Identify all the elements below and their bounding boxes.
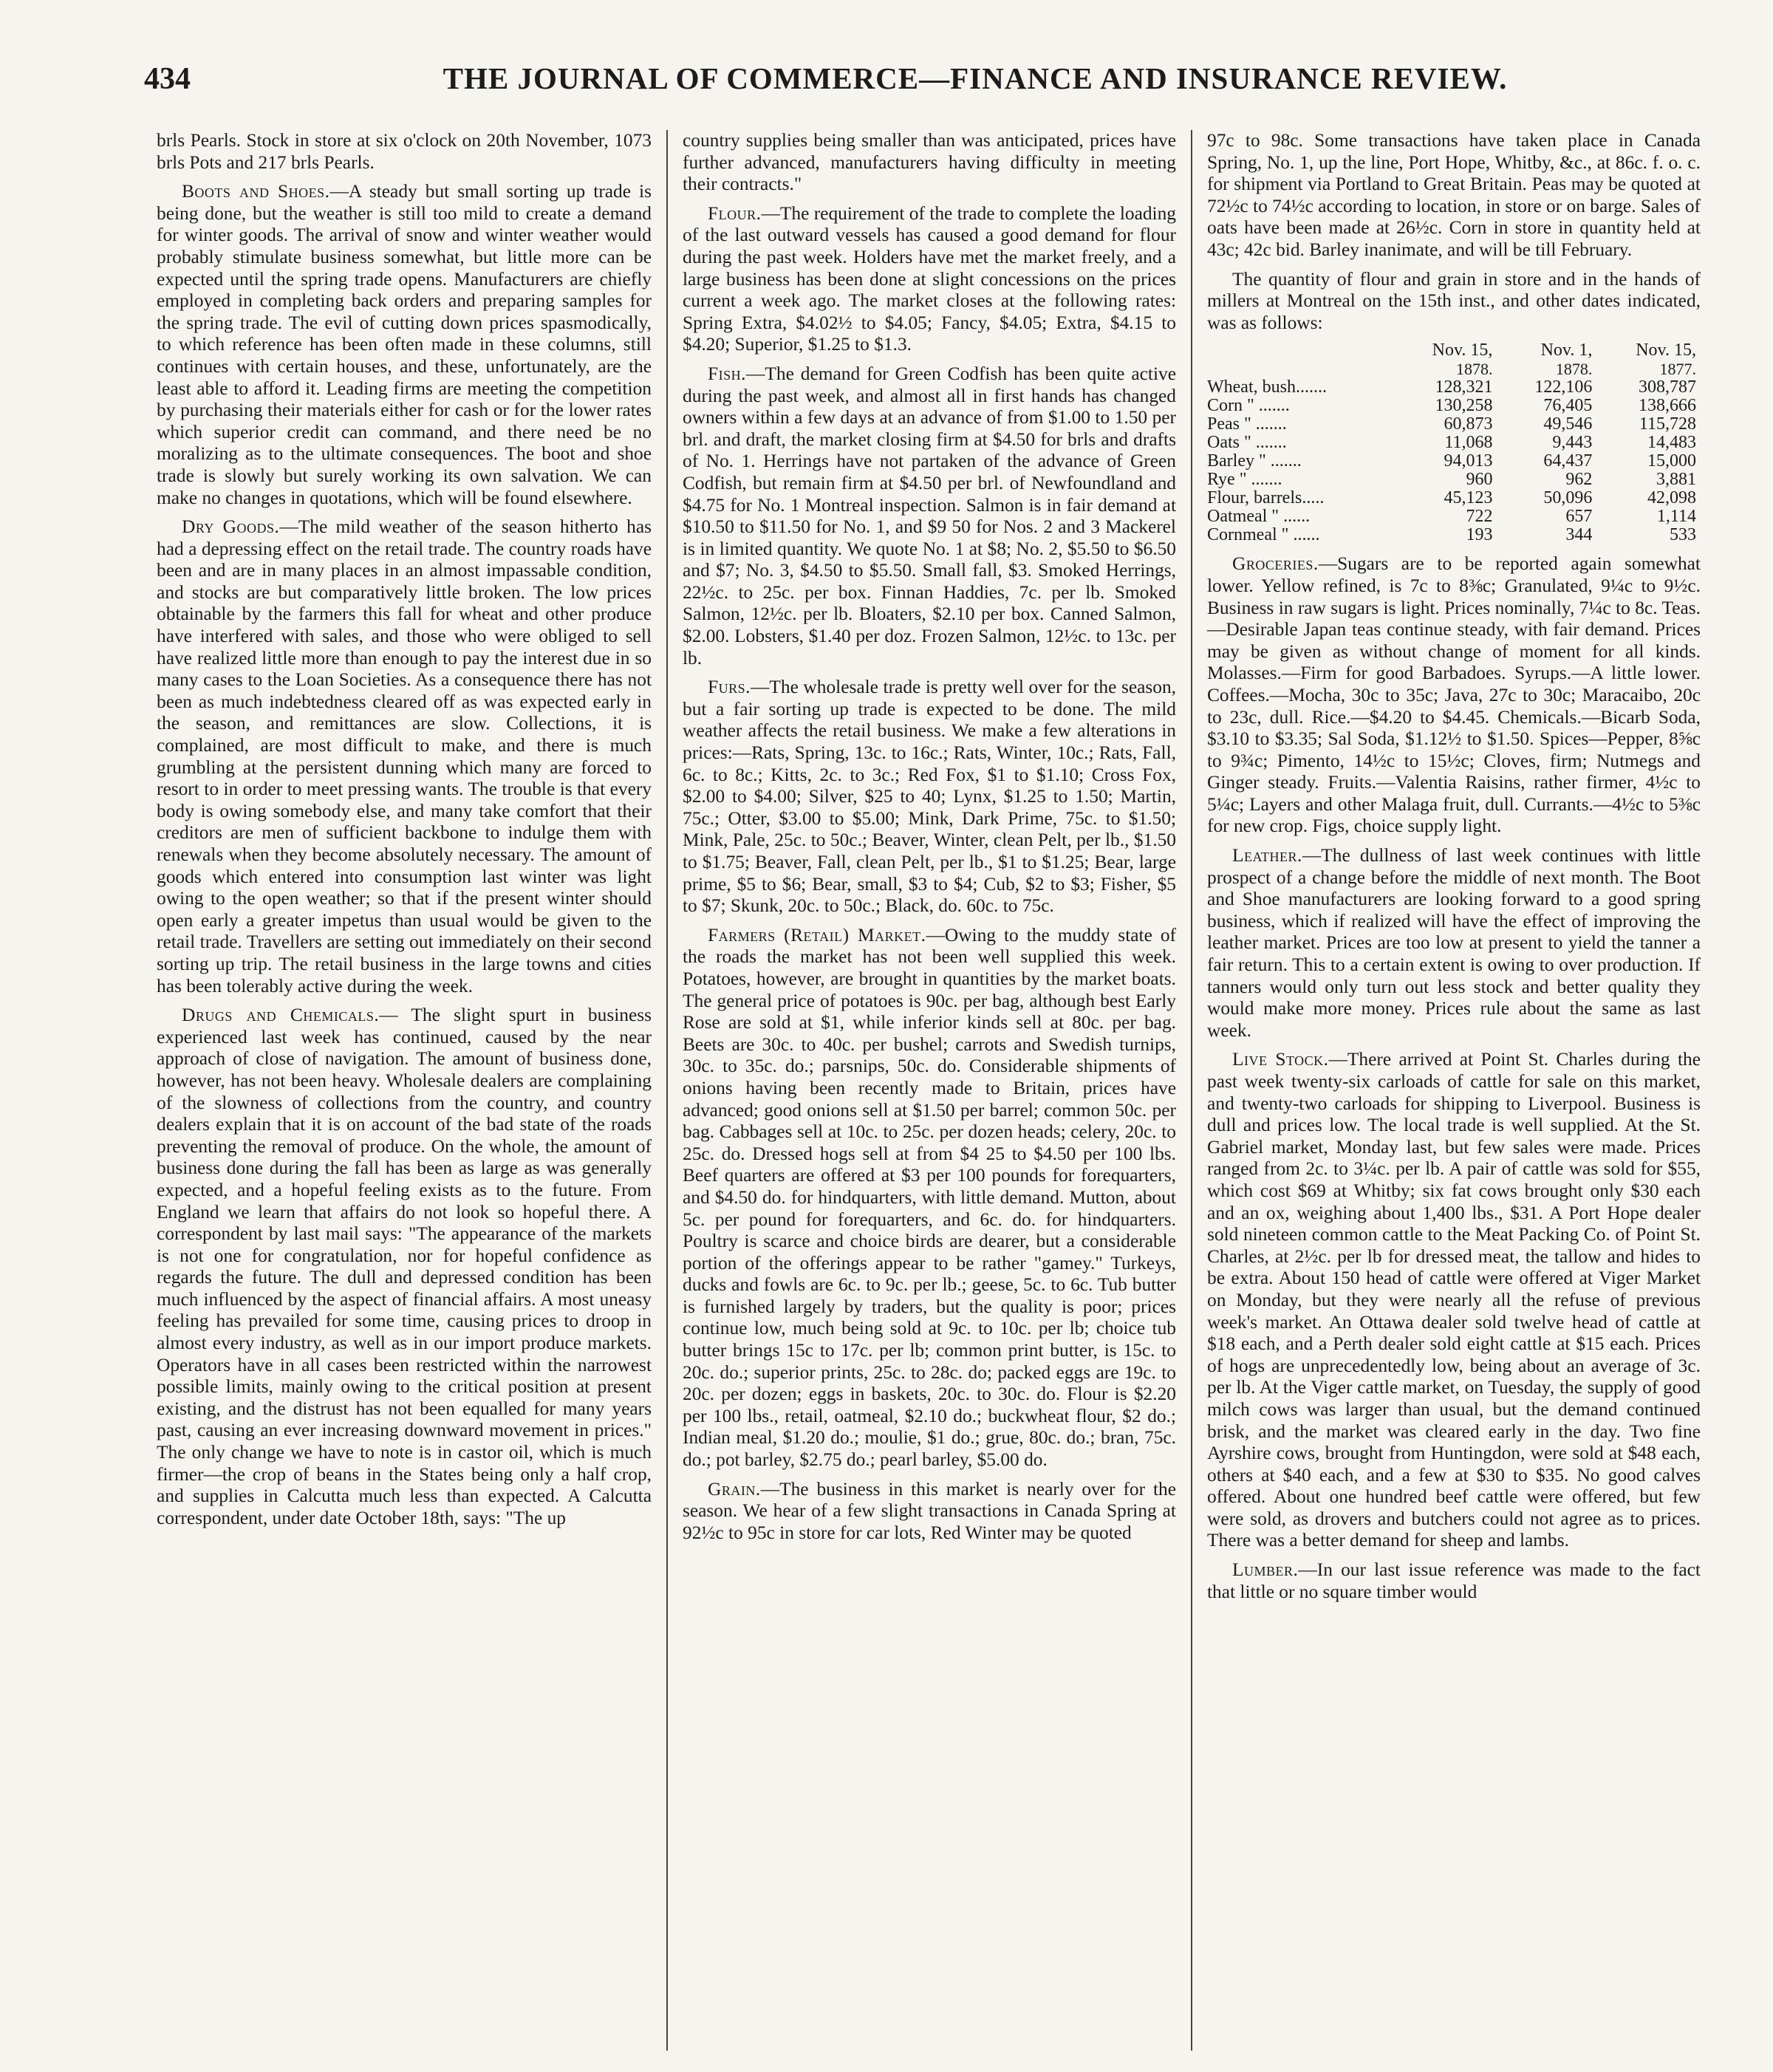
page-number: 434 (144, 62, 191, 96)
section-farmers-market (683, 925, 1176, 1471)
column-2 (666, 130, 1191, 2051)
section-heading: Groceries. (1232, 553, 1319, 575)
section-heading: Flour. (708, 202, 762, 224)
cell: 64,437 (1543, 451, 1593, 471)
table-row (1207, 507, 1701, 526)
column-3 (1191, 130, 1715, 2051)
row-label: Peas " ....... (1207, 414, 1287, 434)
cell: 42,098 (1647, 488, 1696, 508)
row-label: Oatmeal " ...... (1207, 507, 1311, 527)
column-year: 1878. (1455, 360, 1493, 379)
section-dry-goods (157, 516, 652, 997)
section-heading: Lumber. (1232, 1559, 1299, 1581)
cell: 960 (1466, 470, 1493, 490)
paragraph-drugs-continued: country supplies being smaller than was anticipated, prices have further advanced, manufacturers having difficulty in meeting their contracts." (683, 130, 1176, 195)
cell: 657 (1565, 507, 1593, 527)
section-heading: Drugs and Chemicals. (182, 1005, 380, 1026)
cell: 60,873 (1444, 414, 1493, 434)
text-columns (142, 130, 1760, 2051)
row-label: Cornmeal " ...... (1207, 525, 1320, 545)
cell: 344 (1565, 525, 1593, 545)
section-heading: Boots and Shoes. (182, 181, 330, 202)
row-label: Rye " ....... (1207, 470, 1282, 490)
section-fish (683, 363, 1176, 669)
row-label: Wheat, bush....... (1207, 377, 1327, 397)
page-header (144, 61, 1762, 102)
section-body: —The wholesale trade is pretty well over for the season, but a fair sorting up trade is expected to be done. The mild weather affects the retail business. We make a few alterations in prices:—Rats, Spring, 13c. to 16c.; Rats, Winter, 10c.; Rats, Fall, 6c. to 8c.; Kitts, 2c. to 3c.; Red Fox, $1 to $1.10; Cross Fox, $2.00 to $4.00; Silver, $25 to 40; Lynx, $1.25 to 1.50; Martin, 75c.; Otter, $3.00 to $5.00; Mink, Dark Prime, 75c. to $1.50; Mink, Pale, 25c. to 50c.; Beaver, Winter, clean Pelt, per lb., $1.50 to $1.75; Beaver, Fall, clean Pelt, per lb., $1 to $1.25; Bear, large prime, $5 to $6; Bear, small, $3 to $4; Cub, $2 to $3; Fisher, $5 to $7; Skunk, 20c. to 50c.; Black, do. 60c. to 75c. (683, 677, 1176, 917)
cell: 15,000 (1647, 451, 1696, 471)
section-body: —There arrived at Point St. Charles during the past week twenty-six carloads of cattle for sale on this market, and twenty-two carloads for shipping to Liverpool. Business is dull and prices low. The local trade is well supplied. At the St. Gabriel market, Monday last, but few sales were made. Prices ranged from 2c. to 3¼c. per lb. A pair of cattle was sold for $55, which cost $69 at Whitby; six fat cows brought only $30 each and an ox, weighing about 1,400 lbs., $31. A Port Hope dealer sold nineteen common cattle to the Meat Packing Co. of Point St. Charles, at 2½c. per lb for dressed meat, the tallow and hides to be extra. About 150 head of cattle were offered at Viger Market on Monday, but they were nearly all the refuse of previous week's market. An Ottawa dealer sold twelve head of cattle at $18 each, and a Perth dealer sold eight cattle at $15 each. Prices of hogs are unprecedentedly low, being about an average of 3c. per lb. At the Viger cattle market, on Tuesday, the supply of good milch cows was larger than usual, but the demand continued brisk, and the market was cleared early in the day. Two fine Ayrshire cows, brought from Huntingdon, were sold at $48 each, others at $40 each, and a few at $30 to $35. No good calves offered. About one hundred beef cattle were offered, but few were sold, as drovers and butchers could not agree as to prices. There was a better demand for sheep and lambs. (1207, 1049, 1701, 1551)
cell: 130,258 (1435, 396, 1493, 416)
section-groceries (1207, 553, 1701, 838)
table-row (1207, 489, 1701, 507)
section-body: —Sugars are to be reported again somewhat lower. Yellow refined, is 7c to 8⅜c; Granulated, 9¼c to 9½c. Business in raw sugars is light. Prices nominally, 7¼c to 8c. Teas.—Desirable Japan teas continue steady, with fair demand. Prices may be given as without change of moment for all kinds. Molasses.—Firm for good Barbadoes. Syrups.—A little lower. Coffees.—Mocha, 30c to 35c; Java, 27c to 30c; Maracaibo, 20c to 23c, dull. Rice.—$4.20 to $4.45. Chemicals.—Bicarb Soda, $3.10 to $3.35; Sal Soda, $1.12½ to $1.50. Spices—Pepper, 8⅝c to 9¾c; Pimento, 14½c to 15½c; Cloves, firm; Nutmegs and Ginger steady. Fruits.—Valentia Raisins, rather firmer, 4½c to 5¼c; Layers and other Malaga fruit, dull. Currants.—4½c to 5⅜c for new crop. Figs, choice supply light. (1207, 553, 1701, 837)
table-header-row (1207, 341, 1701, 360)
section-body: — The slight spurt in business experienced last week has continued, caused by the near approach of close of navigation. The amount of business done, however, has not been heavy. Wholesale dealers are complaining of the slowness of collections from the country, and country dealers explain that it is on account of the bad state of the roads preventing the removal of produce. On the whole, the amount of business done during the fall has been as large as was generally expected, and a hopeful feeling exists as to the future. From England we learn that affairs do not look so hopeful there. A correspondent by last mail says: "The appearance of the markets is not one for congratulation, nor for hopeful confidence as regards the future. The dull and depressed condition has been much influenced by the aspect of financial affairs. A most uneasy feeling has prevailed for some time, causing prices to droop in almost every industry, as well as in our import produce markets. Operators have in all cases been restricted within the narrowest possible limits, mainly owing to the critical position at present existing, and the distrust has not been equalled for many years past, causing an ever increasing downward movement in prices." The only change we have to note is in castor oil, which is much firmer—the crop of beans in the States being only a half crop, and supplies in Calcutta much less than expected. A Calcutta correspondent, under date October 18th, says: "The up (157, 1005, 652, 1528)
section-flour (683, 203, 1176, 356)
section-heading: Leather. (1232, 845, 1302, 866)
section-body: —Owing to the muddy state of the roads the market has not been well supplied this week. Potatoes, however, are brought in quantities by the market boats. The general price of potatoes is 90c. per bag, although best Early Rose are sold at $1, while inferior kinds sell at 80c. per bag. Beets are 30c. to 40c. per bushel; carrots and Swedish turnips, 30c. to 35c. do.; parsnips, 50c. do. Considerable shipments of onions having been recently made to Britain, prices have advanced; good onions sell at $1.50 per barrel; common 50c. per bag. Cabbages sell at 10c. to 25c. per dozen heads; celery, 20c. to 25c. do. Dressed hogs sell at from $4 25 to $4.50 per 100 lbs. Beef quarters are offered at $3 per 100 pounds for forequarters, and $4.50 do. for hindquarters, with little demand. Mutton, about 5c. per pound for forequarters, and 6c. do. for hindquarters. Poultry is scarce and choice birds are dearer, but a considerable portion of the offerings appear to be rather "gamey." Turkeys, ducks and fowls are 6c. to 9c. per lb.; geese, 5c. to 6c. Tub butter is furnished largely by traders, but the quality is poor; prices continue low, much being sold at 9c. to 10c. per lb; choice tub butter brings 15c to 17c. per lb; common print butter, is 15c. to 20c. do.; superior prints, 25c. to 28c. do; packed eggs are 19c. to 20c. per dozen; eggs in baskets, 20c. to 30c. do. Flour is $2.20 per 100 lbs., retail, oatmeal, $2.10 do.; buckwheat flour, $2 do.; Indian meal, $1.20 do.; moulie, $1 do.; grue, 80c. do.; bran, 75c. do.; pot barley, $2.75 do.; pearl barley, $5.00 do. (683, 924, 1176, 1471)
cell: 11,068 (1444, 433, 1493, 453)
row-label: Corn " ....... (1207, 396, 1290, 416)
cell: 308,787 (1639, 377, 1696, 397)
row-label: Flour, barrels..... (1207, 488, 1325, 508)
paragraph-pearls-continued: brls Pearls. Stock in store at six o'clock on 20th November, 1073 brls Pots and 217 brls Pearls. (157, 130, 652, 173)
table-year-row (1207, 360, 1701, 378)
section-heading: Fish. (708, 363, 746, 384)
section-leather (1207, 845, 1701, 1042)
row-label: Barley " ....... (1207, 451, 1302, 471)
cell: 50,096 (1543, 488, 1593, 508)
table-row (1207, 434, 1701, 452)
section-heading: Live Stock. (1232, 1049, 1329, 1070)
column-year: 1877. (1659, 360, 1696, 379)
section-body: —A steady but small sorting up trade is being done, but the weather is still too mild to create a demand for winter goods. The arrival of snow and winter weather would probably stimulate business somewhat, but little more can be expected until the spring trade opens. Manufacturers are chiefly employed in completing back orders and preparing samples for the spring trade. The evil of cutting down prices spasmodically, to which reference has been often made in these columns, still continues with certain houses, and these, unfortunately, are the least able to afford it. Leading firms are meeting the competition by purchasing their materials either for cash or for the lower rates which superior credit can command, and there need be no moralizing as to the ultimate consequences. The boot and shoe trade is slowly but surely working its own salvation. We can make no changes in quotations, which will be found elsewhere. (157, 181, 652, 508)
section-body: —The dullness of last week continues with little prospect of a change before the middle of next month. The Boot and Shoe manufacturers are looking forward to a good spring business, which if realized will have the effect of improving the leather market. Prices are too low at present to yield the tanner a fair return. This to a certain extent is owing to over production. If tanners would only turn out less stock and better quality they would make more money. Prices rule about the same as last week. (1207, 845, 1701, 1041)
column-1 (142, 130, 666, 2051)
cell: 94,013 (1444, 451, 1493, 471)
table-intro: The quantity of flour and grain in store and in the hands of millers at Montreal on the 15th inst., and other dates indicated, was as follows: (1207, 268, 1701, 333)
paragraph-grain-continued: 97c to 98c. Some transactions have taken place in Canada Spring, No. 1, up the line, Port Hope, Whitby, &c., at 86c. f. o. c. for shipment via Portland to Great Britain. Peas may be quoted at 72½c to 74½c according to location, in store or on barge. Sales of oats have been made at 26½c. Corn in store in quantity held at 43c; 42c bid. Barley inanimate, and will be till February. (1207, 130, 1701, 260)
section-heading: Grain. (708, 1478, 761, 1500)
section-body: —The business in this market is nearly over for the season. We hear of a few slight transactions in Canada Spring at 92½c to 95c in store for car lots, Red Winter may be quoted (683, 1478, 1176, 1543)
section-grain (683, 1479, 1176, 1545)
cell: 128,321 (1435, 377, 1493, 397)
cell: 76,405 (1543, 396, 1593, 416)
table-row (1207, 378, 1701, 397)
cell: 722 (1466, 507, 1493, 527)
cell: 45,123 (1444, 488, 1493, 508)
row-label: Oats " ....... (1207, 433, 1287, 453)
cell: 962 (1565, 470, 1593, 490)
table-row (1207, 471, 1701, 489)
section-furs (683, 677, 1176, 917)
cell: 115,728 (1639, 414, 1696, 434)
section-heading: Dry Goods. (182, 516, 280, 538)
section-body: —In our last issue reference was made to the fact that little or no square timber would (1207, 1559, 1701, 1602)
cell: 9,443 (1552, 433, 1593, 453)
table-row (1207, 526, 1701, 544)
cell: 193 (1466, 525, 1493, 545)
section-live-stock (1207, 1049, 1701, 1552)
table-row (1207, 452, 1701, 471)
section-body: —The requirement of the trade to complete the loading of the last outward vessels has caused a good demand for flour during the past week. Holders have met the market freely, and a large business has been done at slight concessions on the prices current a week ago. The market closes at the following rates: Spring Extra, $4.02½ to $4.05; Fancy, $4.05; Extra, $4.15 to $4.20; Superior, $1.25 to $1.3. (683, 202, 1176, 355)
section-heading: Farmers (Retail) Market. (708, 924, 926, 946)
column-header: Nov. 15, (1432, 341, 1493, 360)
cell: 3,881 (1656, 470, 1696, 490)
cell: 49,546 (1543, 414, 1593, 434)
table-row (1207, 415, 1701, 434)
grain-stock-table (1207, 341, 1701, 544)
cell: 138,666 (1639, 396, 1696, 416)
section-drugs-and-chemicals (157, 1005, 652, 1529)
column-header: Nov. 15, (1636, 341, 1696, 360)
cell: 14,483 (1647, 433, 1696, 453)
section-lumber (1207, 1559, 1701, 1603)
running-title: THE JOURNAL OF COMMERCE—FINANCE AND INSURANCE REVIEW. (443, 61, 1508, 95)
column-year: 1878. (1555, 360, 1593, 379)
column-header: Nov. 1, (1540, 341, 1593, 360)
table-row (1207, 397, 1701, 415)
section-heading: Furs. (708, 677, 751, 698)
section-body: —The mild weather of the season hitherto has had a depressing effect on the retail trade. The country roads have been and are in many places in an almost impassable condition, and stocks are but comparatively little broken. The low prices obtainable by the farmers this fall for wheat and other produce have interfered with sales, and those who were obliged to sell have realized little more than enough to pay the interest due in so many cases to the Loan Societies. As a consequence there has not been as much indebtedness cleared off as was expected early in the season, and remittances are slow. Collections, it is complained, are most difficult to make, and there is much grumbling at the persistent dunning which many are forced to resort to in order to meet pressing wants. The trouble is that every body is owing somebody else, and many take comfort that their creditors are men of sufficient backbone to indulge them with renewals when they become absolutely necessary. The amount of goods which entered into consumption last winter was light owing to the open weather; so that if the present winter should open early a greater impetus than usual would be given to the retail trade. Travellers are setting out immediately on their second sorting up trip. The retail business in the large towns and cities has been tolerably active during the week. (157, 516, 652, 996)
section-boots-and-shoes (157, 181, 652, 509)
cell: 533 (1670, 525, 1696, 545)
cell: 1,114 (1656, 507, 1696, 527)
cell: 122,106 (1534, 377, 1593, 397)
section-body: —The demand for Green Codfish has been quite active during the past week, and almost all in first hands has changed owners within a few days at an advance of from $1.00 to 1.50 per brl. and draft, the market closing firm at $4.50 for brls and drafts of No. 1. Herrings have not partaken of the advance of Green Codfish, but remain firm at $4.50 per brl. of Newfoundland and $4.75 for No. 1 Montreal inspection. Salmon is in fair demand at $10.50 to $11.50 for No. 1, and $9 50 for Nos. 2 and 3 Mackerel is in limited quantity. We quote No. 1 at $8; No. 2, $5.50 to $6.50 and $7; No. 3, $4.50 to $5.50. Small fall, $3. Smoked Herrings, 22½c. to 25c. per box. Finnan Haddies, 7c. per lb. Smoked Salmon, 12½c. per lb. Bloaters, $2.10 per box. Canned Salmon, $2.00. Lobsters, $1.40 per doz. Frozen Salmon, 12½c. to 13c. per lb. (683, 363, 1176, 669)
